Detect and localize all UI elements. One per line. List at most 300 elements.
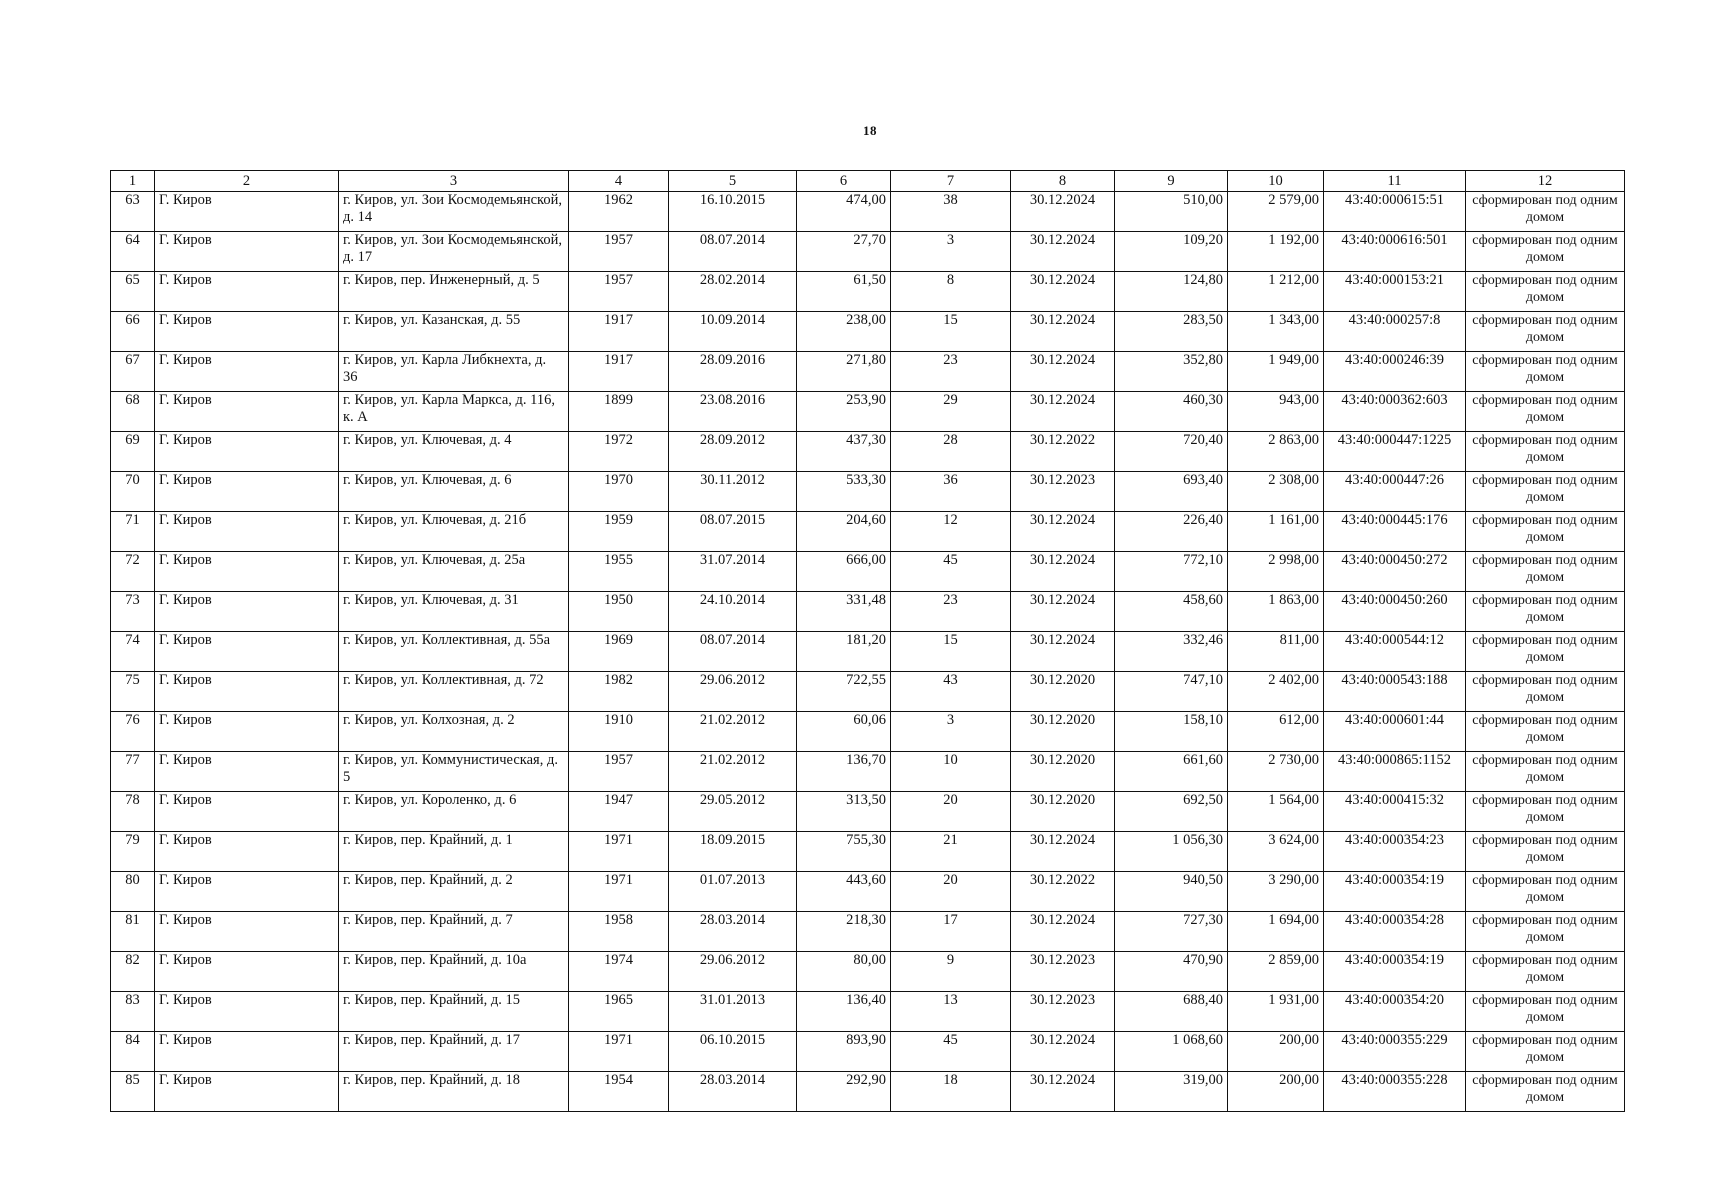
- area-total-cell: 661,60: [1115, 752, 1228, 792]
- city-cell: Г. Киров: [155, 232, 339, 272]
- cadastral-number-cell: 43:40:000445:176: [1324, 512, 1466, 552]
- date-cell: 29.06.2012: [669, 952, 797, 992]
- count-cell: 13: [891, 992, 1011, 1032]
- area-total-cell: 283,50: [1115, 312, 1228, 352]
- year-cell: 1950: [569, 592, 669, 632]
- column-header: 3: [339, 171, 569, 192]
- date-cell: 31.07.2014: [669, 552, 797, 592]
- status-cell: сформирован под одним домом: [1466, 792, 1625, 832]
- plan-date-cell: 30.12.2024: [1011, 632, 1115, 672]
- plan-date-cell: 30.12.2024: [1011, 232, 1115, 272]
- table-row: [111, 912, 1625, 952]
- status-cell: сформирован под одним домом: [1466, 472, 1625, 512]
- area-cell: 313,50: [797, 792, 891, 832]
- area-cell: 60,06: [797, 712, 891, 752]
- area-total-cell: 332,46: [1115, 632, 1228, 672]
- count-cell: 15: [891, 312, 1011, 352]
- column-header: 4: [569, 171, 669, 192]
- city-cell: Г. Киров: [155, 992, 339, 1032]
- plan-date-cell: 30.12.2022: [1011, 432, 1115, 472]
- count-cell: 28: [891, 432, 1011, 472]
- city-cell: Г. Киров: [155, 712, 339, 752]
- row-number: 67: [111, 352, 155, 392]
- area-total-cell: 458,60: [1115, 592, 1228, 632]
- plan-date-cell: 30.12.2024: [1011, 592, 1115, 632]
- row-number: 77: [111, 752, 155, 792]
- area-cell: 666,00: [797, 552, 891, 592]
- cadastral-number-cell: 43:40:000354:19: [1324, 952, 1466, 992]
- address-cell: г. Киров, ул. Зои Космодемьянской, д. 17: [339, 232, 569, 272]
- date-cell: 23.08.2016: [669, 392, 797, 432]
- address-cell: г. Киров, ул. Ключевая, д. 6: [339, 472, 569, 512]
- city-cell: Г. Киров: [155, 912, 339, 952]
- land-area-cell: 2 308,00: [1228, 472, 1324, 512]
- year-cell: 1962: [569, 192, 669, 232]
- year-cell: 1970: [569, 472, 669, 512]
- row-number: 74: [111, 632, 155, 672]
- city-cell: Г. Киров: [155, 1072, 339, 1112]
- column-header: 10: [1228, 171, 1324, 192]
- date-cell: 30.11.2012: [669, 472, 797, 512]
- status-cell: сформирован под одним домом: [1466, 232, 1625, 272]
- column-header: 1: [111, 171, 155, 192]
- cadastral-number-cell: 43:40:000354:23: [1324, 832, 1466, 872]
- row-number: 82: [111, 952, 155, 992]
- table-row: [111, 872, 1625, 912]
- count-cell: 43: [891, 672, 1011, 712]
- area-cell: 61,50: [797, 272, 891, 312]
- plan-date-cell: 30.12.2020: [1011, 672, 1115, 712]
- table-row: [111, 232, 1625, 272]
- date-cell: 01.07.2013: [669, 872, 797, 912]
- area-cell: 181,20: [797, 632, 891, 672]
- row-number: 78: [111, 792, 155, 832]
- table-row: [111, 392, 1625, 432]
- cadastral-number-cell: 43:40:000601:44: [1324, 712, 1466, 752]
- status-cell: сформирован под одним домом: [1466, 192, 1625, 232]
- year-cell: 1972: [569, 432, 669, 472]
- area-total-cell: 158,10: [1115, 712, 1228, 752]
- date-cell: 08.07.2014: [669, 232, 797, 272]
- date-cell: 28.02.2014: [669, 272, 797, 312]
- cadastral-number-cell: 43:40:000354:19: [1324, 872, 1466, 912]
- address-cell: г. Киров, ул. Зои Космодемьянской, д. 14: [339, 192, 569, 232]
- area-cell: 253,90: [797, 392, 891, 432]
- city-cell: Г. Киров: [155, 472, 339, 512]
- area-total-cell: 692,50: [1115, 792, 1228, 832]
- count-cell: 45: [891, 1032, 1011, 1072]
- land-area-cell: 1 212,00: [1228, 272, 1324, 312]
- address-cell: г. Киров, ул. Коммунистическая, д. 5: [339, 752, 569, 792]
- year-cell: 1969: [569, 632, 669, 672]
- area-cell: 755,30: [797, 832, 891, 872]
- city-cell: Г. Киров: [155, 672, 339, 712]
- land-area-cell: 2 998,00: [1228, 552, 1324, 592]
- area-total-cell: 940,50: [1115, 872, 1228, 912]
- address-cell: г. Киров, пер. Крайний, д. 15: [339, 992, 569, 1032]
- count-cell: 17: [891, 912, 1011, 952]
- address-cell: г. Киров, ул. Колхозная, д. 2: [339, 712, 569, 752]
- date-cell: 16.10.2015: [669, 192, 797, 232]
- area-cell: 443,60: [797, 872, 891, 912]
- area-cell: 80,00: [797, 952, 891, 992]
- plan-date-cell: 30.12.2024: [1011, 912, 1115, 952]
- city-cell: Г. Киров: [155, 632, 339, 672]
- area-total-cell: 319,00: [1115, 1072, 1228, 1112]
- date-cell: 08.07.2014: [669, 632, 797, 672]
- year-cell: 1899: [569, 392, 669, 432]
- cadastral-number-cell: 43:40:000257:8: [1324, 312, 1466, 352]
- address-cell: г. Киров, ул. Короленко, д. 6: [339, 792, 569, 832]
- row-number: 63: [111, 192, 155, 232]
- date-cell: 28.09.2012: [669, 432, 797, 472]
- table-row: [111, 952, 1625, 992]
- plan-date-cell: 30.12.2020: [1011, 712, 1115, 752]
- row-number: 68: [111, 392, 155, 432]
- row-number: 81: [111, 912, 155, 952]
- land-area-cell: 1 694,00: [1228, 912, 1324, 952]
- cadastral-number-cell: 43:40:000450:260: [1324, 592, 1466, 632]
- area-cell: 136,40: [797, 992, 891, 1032]
- cadastral-number-cell: 43:40:000153:21: [1324, 272, 1466, 312]
- area-cell: 331,48: [797, 592, 891, 632]
- count-cell: 15: [891, 632, 1011, 672]
- year-cell: 1957: [569, 232, 669, 272]
- date-cell: 10.09.2014: [669, 312, 797, 352]
- count-cell: 21: [891, 832, 1011, 872]
- area-cell: 204,60: [797, 512, 891, 552]
- table-row: [111, 1072, 1625, 1112]
- status-cell: сформирован под одним домом: [1466, 752, 1625, 792]
- address-cell: г. Киров, пер. Крайний, д. 10а: [339, 952, 569, 992]
- address-cell: г. Киров, пер. Крайний, д. 17: [339, 1032, 569, 1072]
- address-cell: г. Киров, ул. Казанская, д. 55: [339, 312, 569, 352]
- status-cell: сформирован под одним домом: [1466, 312, 1625, 352]
- year-cell: 1917: [569, 352, 669, 392]
- count-cell: 45: [891, 552, 1011, 592]
- date-cell: 06.10.2015: [669, 1032, 797, 1072]
- plan-date-cell: 30.12.2024: [1011, 1032, 1115, 1072]
- status-cell: сформирован под одним домом: [1466, 952, 1625, 992]
- area-total-cell: 109,20: [1115, 232, 1228, 272]
- area-total-cell: 124,80: [1115, 272, 1228, 312]
- count-cell: 38: [891, 192, 1011, 232]
- year-cell: 1982: [569, 672, 669, 712]
- row-number: 73: [111, 592, 155, 632]
- cadastral-number-cell: 43:40:000355:229: [1324, 1032, 1466, 1072]
- status-cell: сформирован под одним домом: [1466, 352, 1625, 392]
- year-cell: 1971: [569, 1032, 669, 1072]
- land-area-cell: 1 949,00: [1228, 352, 1324, 392]
- housing-registry-table: [110, 170, 1625, 1112]
- table-row: [111, 272, 1625, 312]
- row-number: 83: [111, 992, 155, 1032]
- status-cell: сформирован под одним домом: [1466, 392, 1625, 432]
- count-cell: 3: [891, 712, 1011, 752]
- area-total-cell: 1 056,30: [1115, 832, 1228, 872]
- date-cell: 24.10.2014: [669, 592, 797, 632]
- count-cell: 9: [891, 952, 1011, 992]
- address-cell: г. Киров, ул. Ключевая, д. 21б: [339, 512, 569, 552]
- cadastral-number-cell: 43:40:000615:51: [1324, 192, 1466, 232]
- table-row: [111, 192, 1625, 232]
- date-cell: 08.07.2015: [669, 512, 797, 552]
- count-cell: 23: [891, 352, 1011, 392]
- date-cell: 28.03.2014: [669, 912, 797, 952]
- cadastral-number-cell: 43:40:000354:20: [1324, 992, 1466, 1032]
- status-cell: сформирован под одним домом: [1466, 912, 1625, 952]
- table-body: [111, 192, 1625, 1112]
- address-cell: г. Киров, ул. Ключевая, д. 31: [339, 592, 569, 632]
- land-area-cell: 612,00: [1228, 712, 1324, 752]
- table-row: [111, 432, 1625, 472]
- area-cell: 292,90: [797, 1072, 891, 1112]
- address-cell: г. Киров, ул. Карла Маркса, д. 116, к. А: [339, 392, 569, 432]
- row-number: 64: [111, 232, 155, 272]
- cadastral-number-cell: 43:40:000450:272: [1324, 552, 1466, 592]
- cadastral-number-cell: 43:40:000865:1152: [1324, 752, 1466, 792]
- land-area-cell: 1 161,00: [1228, 512, 1324, 552]
- city-cell: Г. Киров: [155, 752, 339, 792]
- plan-date-cell: 30.12.2024: [1011, 832, 1115, 872]
- status-cell: сформирован под одним домом: [1466, 832, 1625, 872]
- land-area-cell: 200,00: [1228, 1072, 1324, 1112]
- land-area-cell: 1 863,00: [1228, 592, 1324, 632]
- table-row: [111, 312, 1625, 352]
- table-row: [111, 632, 1625, 672]
- city-cell: Г. Киров: [155, 552, 339, 592]
- cadastral-number-cell: 43:40:000354:28: [1324, 912, 1466, 952]
- area-total-cell: 226,40: [1115, 512, 1228, 552]
- date-cell: 28.03.2014: [669, 1072, 797, 1112]
- year-cell: 1971: [569, 832, 669, 872]
- table-row: [111, 712, 1625, 752]
- area-total-cell: 747,10: [1115, 672, 1228, 712]
- count-cell: 23: [891, 592, 1011, 632]
- land-area-cell: 1 343,00: [1228, 312, 1324, 352]
- plan-date-cell: 30.12.2024: [1011, 312, 1115, 352]
- date-cell: 21.02.2012: [669, 712, 797, 752]
- row-number: 76: [111, 712, 155, 752]
- land-area-cell: 3 290,00: [1228, 872, 1324, 912]
- land-area-cell: 2 863,00: [1228, 432, 1324, 472]
- year-cell: 1947: [569, 792, 669, 832]
- cadastral-number-cell: 43:40:000362:603: [1324, 392, 1466, 432]
- column-header: 5: [669, 171, 797, 192]
- area-cell: 722,55: [797, 672, 891, 712]
- area-total-cell: 693,40: [1115, 472, 1228, 512]
- status-cell: сформирован под одним домом: [1466, 672, 1625, 712]
- plan-date-cell: 30.12.2020: [1011, 792, 1115, 832]
- land-area-cell: 1 192,00: [1228, 232, 1324, 272]
- plan-date-cell: 30.12.2023: [1011, 952, 1115, 992]
- plan-date-cell: 30.12.2024: [1011, 192, 1115, 232]
- plan-date-cell: 30.12.2024: [1011, 552, 1115, 592]
- plan-date-cell: 30.12.2020: [1011, 752, 1115, 792]
- cadastral-number-cell: 43:40:000246:39: [1324, 352, 1466, 392]
- cadastral-number-cell: 43:40:000544:12: [1324, 632, 1466, 672]
- city-cell: Г. Киров: [155, 272, 339, 312]
- count-cell: 12: [891, 512, 1011, 552]
- land-area-cell: 2 579,00: [1228, 192, 1324, 232]
- area-total-cell: 352,80: [1115, 352, 1228, 392]
- area-cell: 893,90: [797, 1032, 891, 1072]
- count-cell: 29: [891, 392, 1011, 432]
- date-cell: 21.02.2012: [669, 752, 797, 792]
- city-cell: Г. Киров: [155, 432, 339, 472]
- address-cell: г. Киров, пер. Крайний, д. 2: [339, 872, 569, 912]
- city-cell: Г. Киров: [155, 312, 339, 352]
- city-cell: Г. Киров: [155, 512, 339, 552]
- date-cell: 18.09.2015: [669, 832, 797, 872]
- area-cell: 437,30: [797, 432, 891, 472]
- row-number: 72: [111, 552, 155, 592]
- date-cell: 29.05.2012: [669, 792, 797, 832]
- count-cell: 18: [891, 1072, 1011, 1112]
- address-cell: г. Киров, пер. Крайний, д. 18: [339, 1072, 569, 1112]
- area-cell: 474,00: [797, 192, 891, 232]
- city-cell: Г. Киров: [155, 832, 339, 872]
- column-header: 6: [797, 171, 891, 192]
- city-cell: Г. Киров: [155, 352, 339, 392]
- table-row: [111, 472, 1625, 512]
- area-cell: 218,30: [797, 912, 891, 952]
- area-total-cell: 510,00: [1115, 192, 1228, 232]
- year-cell: 1954: [569, 1072, 669, 1112]
- status-cell: сформирован под одним домом: [1466, 1032, 1625, 1072]
- area-cell: 271,80: [797, 352, 891, 392]
- row-number: 70: [111, 472, 155, 512]
- table-row: [111, 1032, 1625, 1072]
- year-cell: 1959: [569, 512, 669, 552]
- year-cell: 1917: [569, 312, 669, 352]
- area-total-cell: 688,40: [1115, 992, 1228, 1032]
- plan-date-cell: 30.12.2024: [1011, 512, 1115, 552]
- status-cell: сформирован под одним домом: [1466, 872, 1625, 912]
- status-cell: сформирован под одним домом: [1466, 1072, 1625, 1112]
- plan-date-cell: 30.12.2022: [1011, 872, 1115, 912]
- status-cell: сформирован под одним домом: [1466, 272, 1625, 312]
- area-cell: 27,70: [797, 232, 891, 272]
- address-cell: г. Киров, ул. Ключевая, д. 4: [339, 432, 569, 472]
- table-row: [111, 352, 1625, 392]
- plan-date-cell: 30.12.2023: [1011, 992, 1115, 1032]
- address-cell: г. Киров, ул. Карла Либкнехта, д. 36: [339, 352, 569, 392]
- city-cell: Г. Киров: [155, 952, 339, 992]
- city-cell: Г. Киров: [155, 1032, 339, 1072]
- year-cell: 1957: [569, 752, 669, 792]
- column-header: 9: [1115, 171, 1228, 192]
- area-cell: 533,30: [797, 472, 891, 512]
- area-total-cell: 470,90: [1115, 952, 1228, 992]
- address-cell: г. Киров, пер. Крайний, д. 7: [339, 912, 569, 952]
- address-cell: г. Киров, пер. Крайний, д. 1: [339, 832, 569, 872]
- column-header: 2: [155, 171, 339, 192]
- table-row: [111, 672, 1625, 712]
- count-cell: 8: [891, 272, 1011, 312]
- city-cell: Г. Киров: [155, 792, 339, 832]
- table-row: [111, 752, 1625, 792]
- table-row: [111, 592, 1625, 632]
- row-number: 69: [111, 432, 155, 472]
- status-cell: сформирован под одним домом: [1466, 712, 1625, 752]
- plan-date-cell: 30.12.2024: [1011, 272, 1115, 312]
- land-area-cell: 943,00: [1228, 392, 1324, 432]
- area-total-cell: 720,40: [1115, 432, 1228, 472]
- status-cell: сформирован под одним домом: [1466, 992, 1625, 1032]
- page-number: 18: [863, 123, 877, 138]
- column-number-row: [111, 171, 1625, 192]
- count-cell: 3: [891, 232, 1011, 272]
- column-header: 11: [1324, 171, 1466, 192]
- land-area-cell: 2 859,00: [1228, 952, 1324, 992]
- row-number: 75: [111, 672, 155, 712]
- row-number: 71: [111, 512, 155, 552]
- row-number: 79: [111, 832, 155, 872]
- row-number: 65: [111, 272, 155, 312]
- land-area-cell: 1 564,00: [1228, 792, 1324, 832]
- count-cell: 20: [891, 792, 1011, 832]
- year-cell: 1971: [569, 872, 669, 912]
- plan-date-cell: 30.12.2024: [1011, 352, 1115, 392]
- plan-date-cell: 30.12.2024: [1011, 1072, 1115, 1112]
- area-total-cell: 727,30: [1115, 912, 1228, 952]
- cadastral-number-cell: 43:40:000415:32: [1324, 792, 1466, 832]
- count-cell: 20: [891, 872, 1011, 912]
- land-area-cell: 1 931,00: [1228, 992, 1324, 1032]
- land-area-cell: 811,00: [1228, 632, 1324, 672]
- land-area-cell: 3 624,00: [1228, 832, 1324, 872]
- date-cell: 31.01.2013: [669, 992, 797, 1032]
- year-cell: 1965: [569, 992, 669, 1032]
- row-number: 84: [111, 1032, 155, 1072]
- row-number: 80: [111, 872, 155, 912]
- city-cell: Г. Киров: [155, 592, 339, 632]
- column-header: 8: [1011, 171, 1115, 192]
- count-cell: 36: [891, 472, 1011, 512]
- status-cell: сформирован под одним домом: [1466, 552, 1625, 592]
- status-cell: сформирован под одним домом: [1466, 512, 1625, 552]
- year-cell: 1958: [569, 912, 669, 952]
- cadastral-number-cell: 43:40:000447:26: [1324, 472, 1466, 512]
- count-cell: 10: [891, 752, 1011, 792]
- table-row: [111, 832, 1625, 872]
- row-number: 85: [111, 1072, 155, 1112]
- plan-date-cell: 30.12.2023: [1011, 472, 1115, 512]
- cadastral-number-cell: 43:40:000616:501: [1324, 232, 1466, 272]
- area-total-cell: 1 068,60: [1115, 1032, 1228, 1072]
- column-header: 7: [891, 171, 1011, 192]
- address-cell: г. Киров, ул. Коллективная, д. 55а: [339, 632, 569, 672]
- table-row: [111, 512, 1625, 552]
- land-area-cell: 2 730,00: [1228, 752, 1324, 792]
- table-row: [111, 992, 1625, 1032]
- year-cell: 1957: [569, 272, 669, 312]
- column-header: 12: [1466, 171, 1625, 192]
- table-row: [111, 552, 1625, 592]
- year-cell: 1910: [569, 712, 669, 752]
- area-cell: 238,00: [797, 312, 891, 352]
- year-cell: 1974: [569, 952, 669, 992]
- date-cell: 28.09.2016: [669, 352, 797, 392]
- cadastral-number-cell: 43:40:000447:1225: [1324, 432, 1466, 472]
- address-cell: г. Киров, пер. Инженерный, д. 5: [339, 272, 569, 312]
- area-total-cell: 772,10: [1115, 552, 1228, 592]
- city-cell: Г. Киров: [155, 192, 339, 232]
- land-area-cell: 200,00: [1228, 1032, 1324, 1072]
- status-cell: сформирован под одним домом: [1466, 592, 1625, 632]
- address-cell: г. Киров, ул. Коллективная, д. 72: [339, 672, 569, 712]
